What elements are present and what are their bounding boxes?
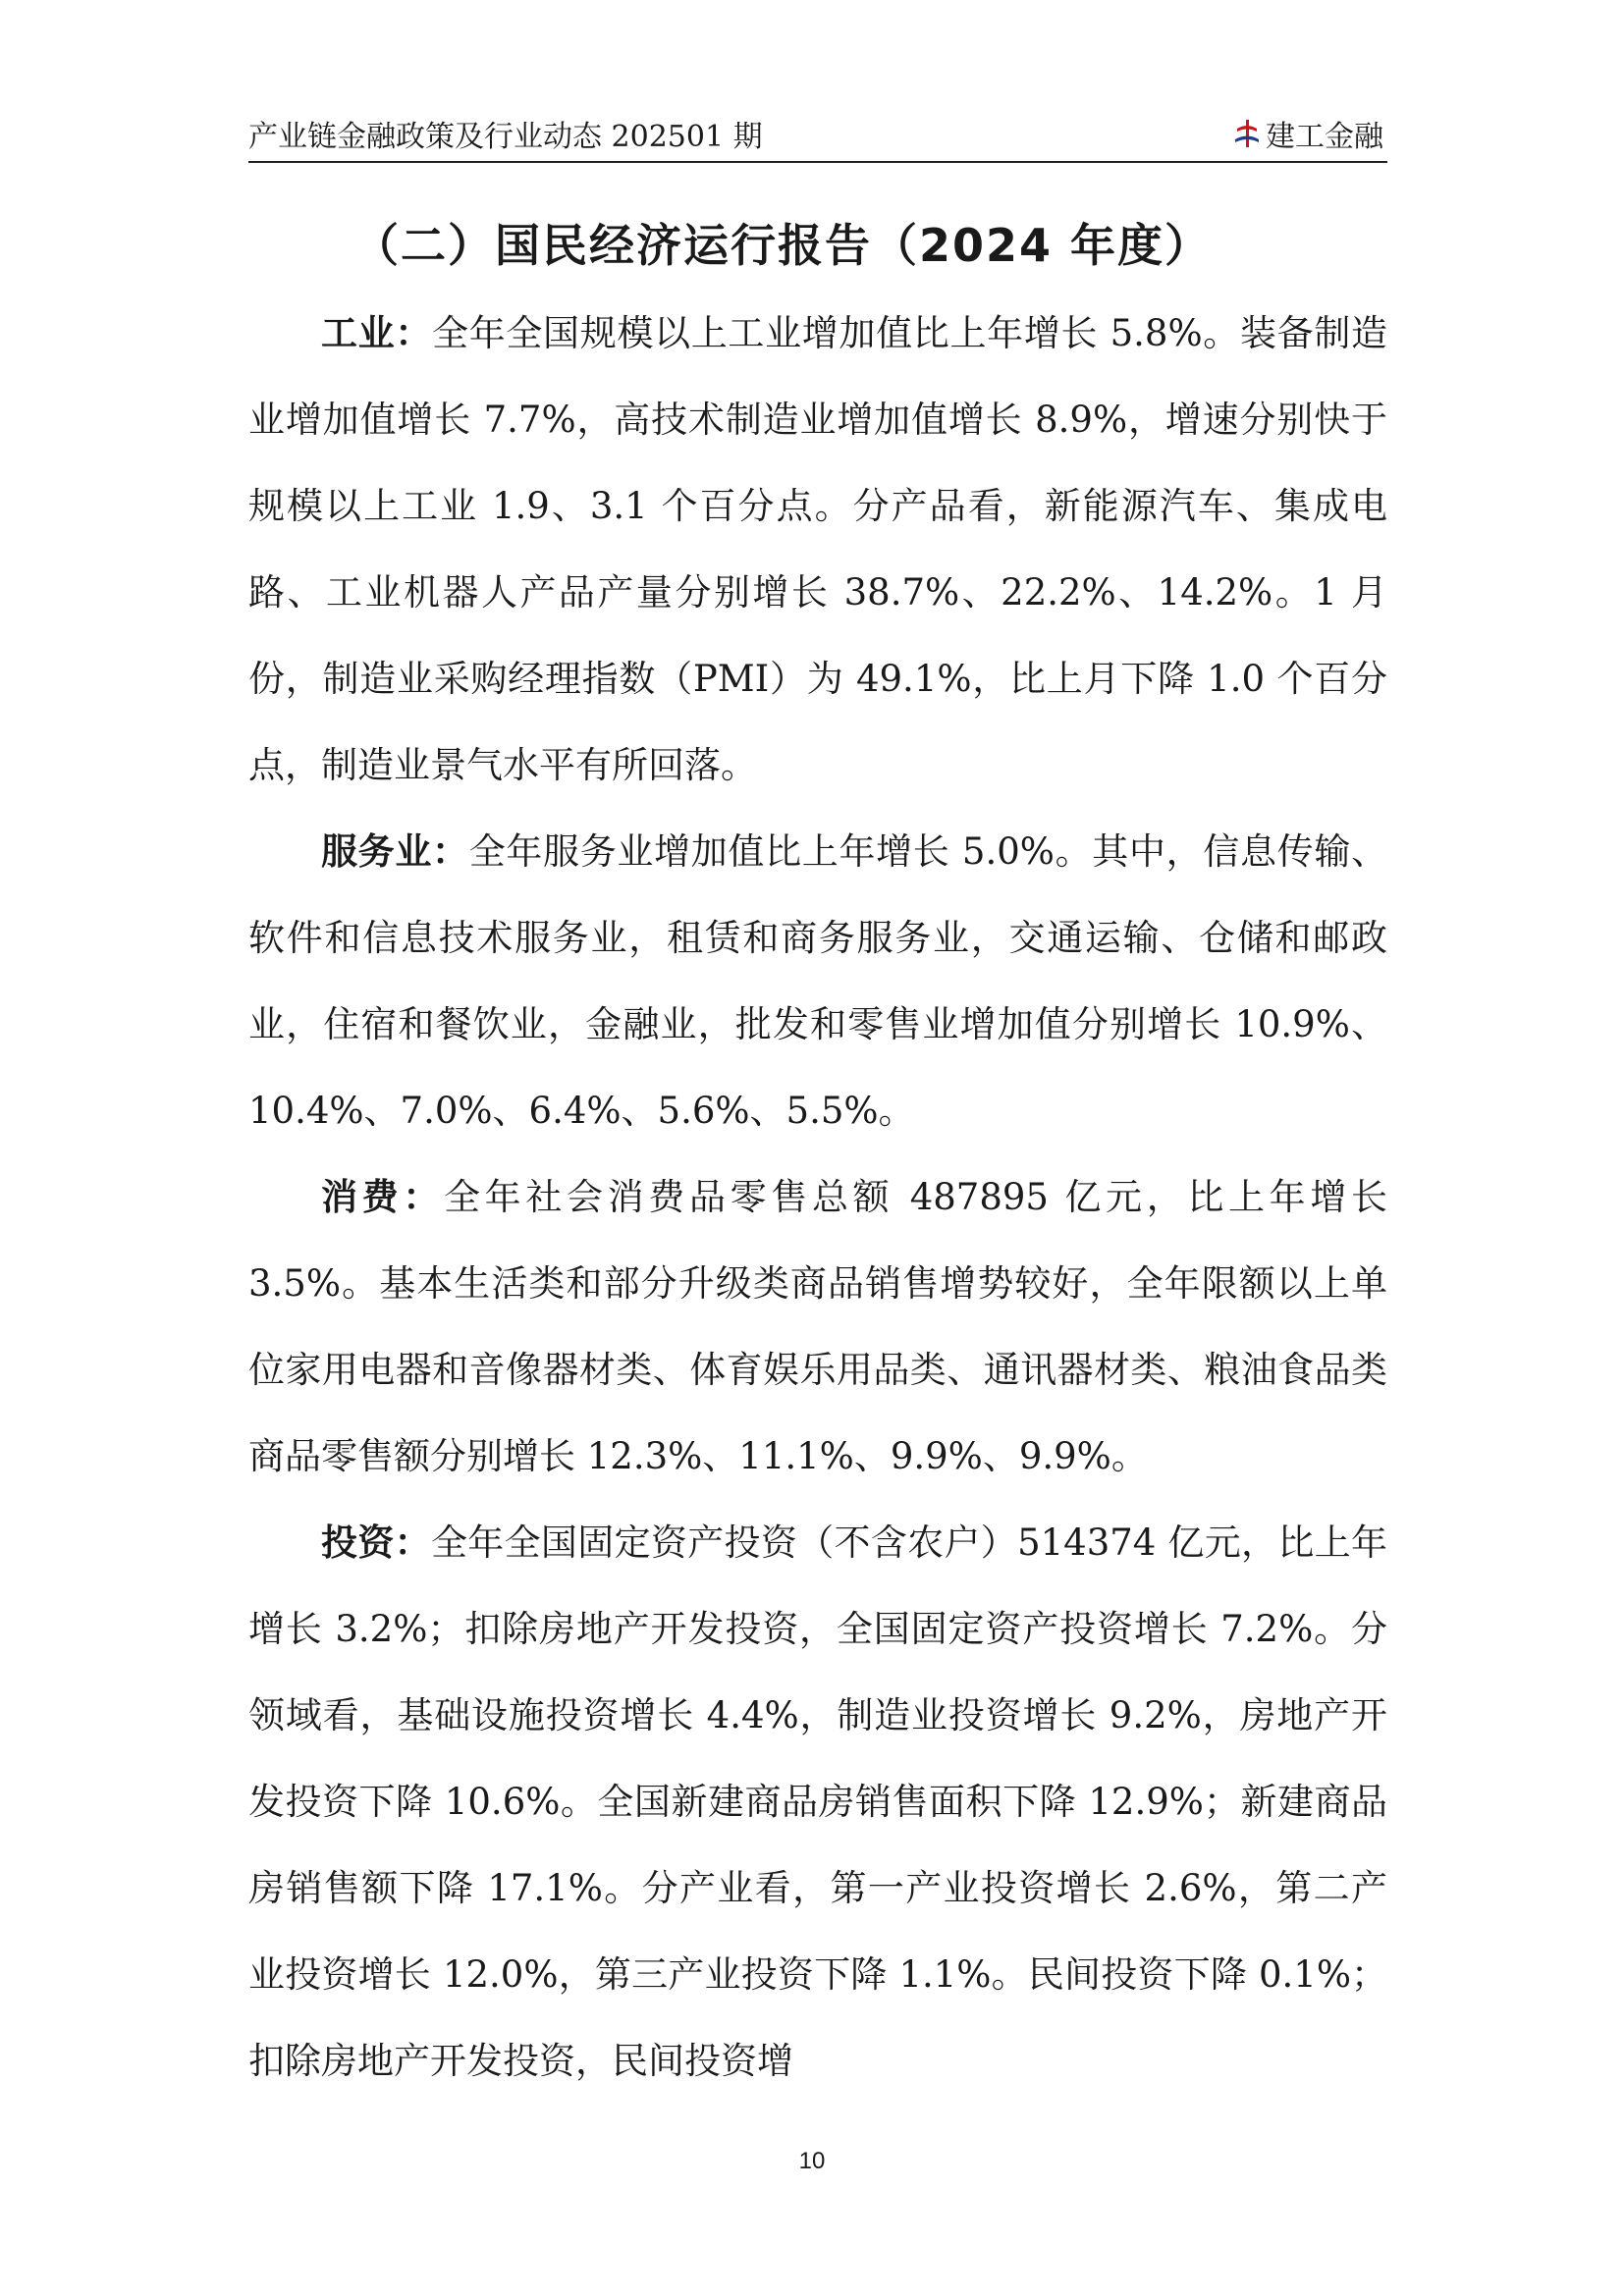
paragraph-text: 全年全国规模以上工业增加值比上年增长 5.8%。装备制造业增加值增长 7.7%，高技术制造业增加值增长 8.9%，增速分别快于规模以上工业 1.9、3.1 个百分点。分产品看，新能源汽车、集成电路、工业机器人产品产量分别增长 38.7%、22.2%、14.2%。1 月份，制造业采购经理指数（PMI）为 49.1%，比上月下降 1.0 个百分点，制造业景气水平有所回落。 xyxy=(248,312,1387,786)
paragraph-lead: 消费： xyxy=(321,1176,444,1218)
page-header xyxy=(248,116,1387,163)
body-text xyxy=(248,291,1387,2105)
header-brand xyxy=(1234,112,1383,155)
paragraph-text: 全年全国固定资产投资（不含农户）514374 亿元，比上年增长 3.2%；扣除房地产开发投资，全国固定资产投资增长 7.2%。分领域看，基础设施投资增长 4.4%，制造业投资增长 9.2%，房地产开发投资下降 10.6%。全国新建商品房销售面积下降 12.9%；新建商品房销售额下降 17.1%。分产业看，第一产业投资增长 2.6%，第二产业投资增长 12.0%，第三产业投资下降 1.1%。民间投资下降 0.1%；扣除房地产开发投资，民间投资增 xyxy=(248,1522,1387,2082)
page-number: 10 xyxy=(798,2148,826,2174)
header-title: 产业链金融政策及行业动态 202501 期 xyxy=(248,120,763,154)
section-title: （二）国民经济运行报告（2024 年度） xyxy=(353,219,1213,272)
paragraph-lead: 工业： xyxy=(321,312,433,354)
brand-logo-icon xyxy=(1234,119,1260,148)
paragraph-lead: 投资： xyxy=(321,1522,431,1564)
paragraph-investment xyxy=(248,1500,1387,2105)
header-brand-label: 建工金融 xyxy=(1266,120,1383,154)
paragraph-consumption xyxy=(248,1154,1387,1500)
paragraph-text: 全年社会消费品零售总额 487895 亿元，比上年增长 3.5%。基本生活类和部分升级类商品销售增势较好，全年限额以上单位家用电器和音像器材类、体育娱乐用品类、通讯器材类、粮油食品类商品零售额分别增长 12.3%、11.1%、9.9%、9.9%。 xyxy=(248,1176,1388,1477)
paragraph-lead: 服务业： xyxy=(321,830,469,873)
paragraph-services xyxy=(248,809,1387,1154)
paragraph-industry xyxy=(248,291,1387,809)
paragraph-text: 全年服务业增加值比上年增长 5.0%。其中，信息传输、软件和信息技术服务业，租赁和商务服务业，交通运输、仓储和邮政业，住宿和餐饮业，金融业，批发和零售业增加值分别增长 10.9%、10.4%、7.0%、6.4%、5.6%、5.5%。 xyxy=(248,830,1387,1132)
